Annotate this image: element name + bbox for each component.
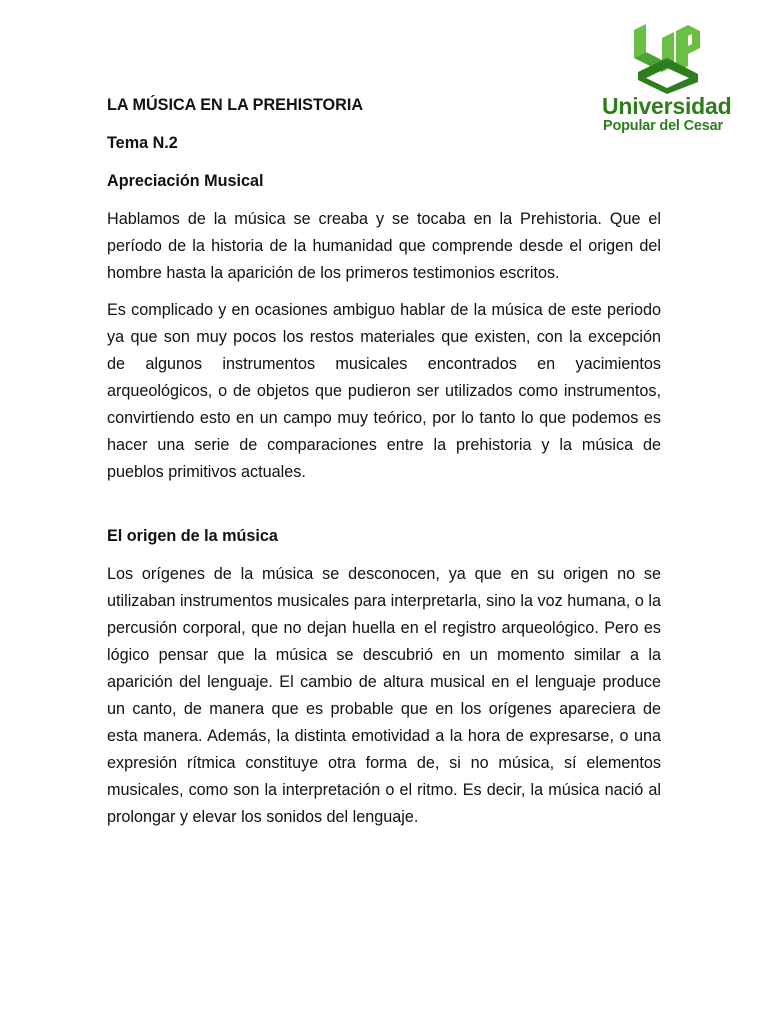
document-body	[107, 92, 661, 841]
document-subject: Apreciación Musical	[107, 172, 264, 190]
upc-logo-mark	[632, 22, 702, 94]
section-heading: El origen de la música	[107, 527, 278, 545]
section-spacer	[107, 496, 661, 523]
document-topic: Tema N.2	[107, 134, 178, 152]
paragraph-origin: Los orígenes de la música se desconocen, ya que en su origen no se utilizaban instrumentos musicales para interpretarla, sino la voz humana, o la percusión corporal, que no dejan huella en el registro arqueológico. Pero es lógico pensar que la música se descubrió en un momento similar a la aparición del lenguaje. El cambio de altura musical en el lenguaje produce un canto, de manera que es probable que en los orígenes apareciera de esta manera. Además, la distinta emotividad a la hora de expresarse, o una expresión rítmica constituye otra forma de, si no música, sí elementos musicales, como son la interpretación o el ritmo. Es decir, la música nació al prolongar y elevar los sonidos del lenguaje.	[107, 565, 661, 826]
logo-university-name: Universidad	[602, 93, 732, 119]
logo-university-subname: Popular del Cesar	[603, 118, 723, 134]
document-title: LA MÚSICA EN LA PREHISTORIA	[107, 96, 364, 114]
paragraph-context: Es complicado y en ocasiones ambiguo hablar de la música de este periodo ya que son muy pocos los restos materiales que existen, con la excepción de algunos instrumentos musicales encontrados en yacimientos arqueológicos, o de objetos que pudieron ser utilizados como instrumentos, convirtiendo esto en un campo muy teórico, por lo tanto lo que podemos es hacer una serie de comparaciones entre la prehistoria y la música de pueblos primitivos actuales.	[107, 301, 661, 481]
paragraph-intro: Hablamos de la música se creaba y se tocaba en la Prehistoria. Que el período de la historia de la humanidad que comprende desde el origen del hombre hasta la aparición de los primeros testimonios escritos.	[107, 210, 661, 282]
